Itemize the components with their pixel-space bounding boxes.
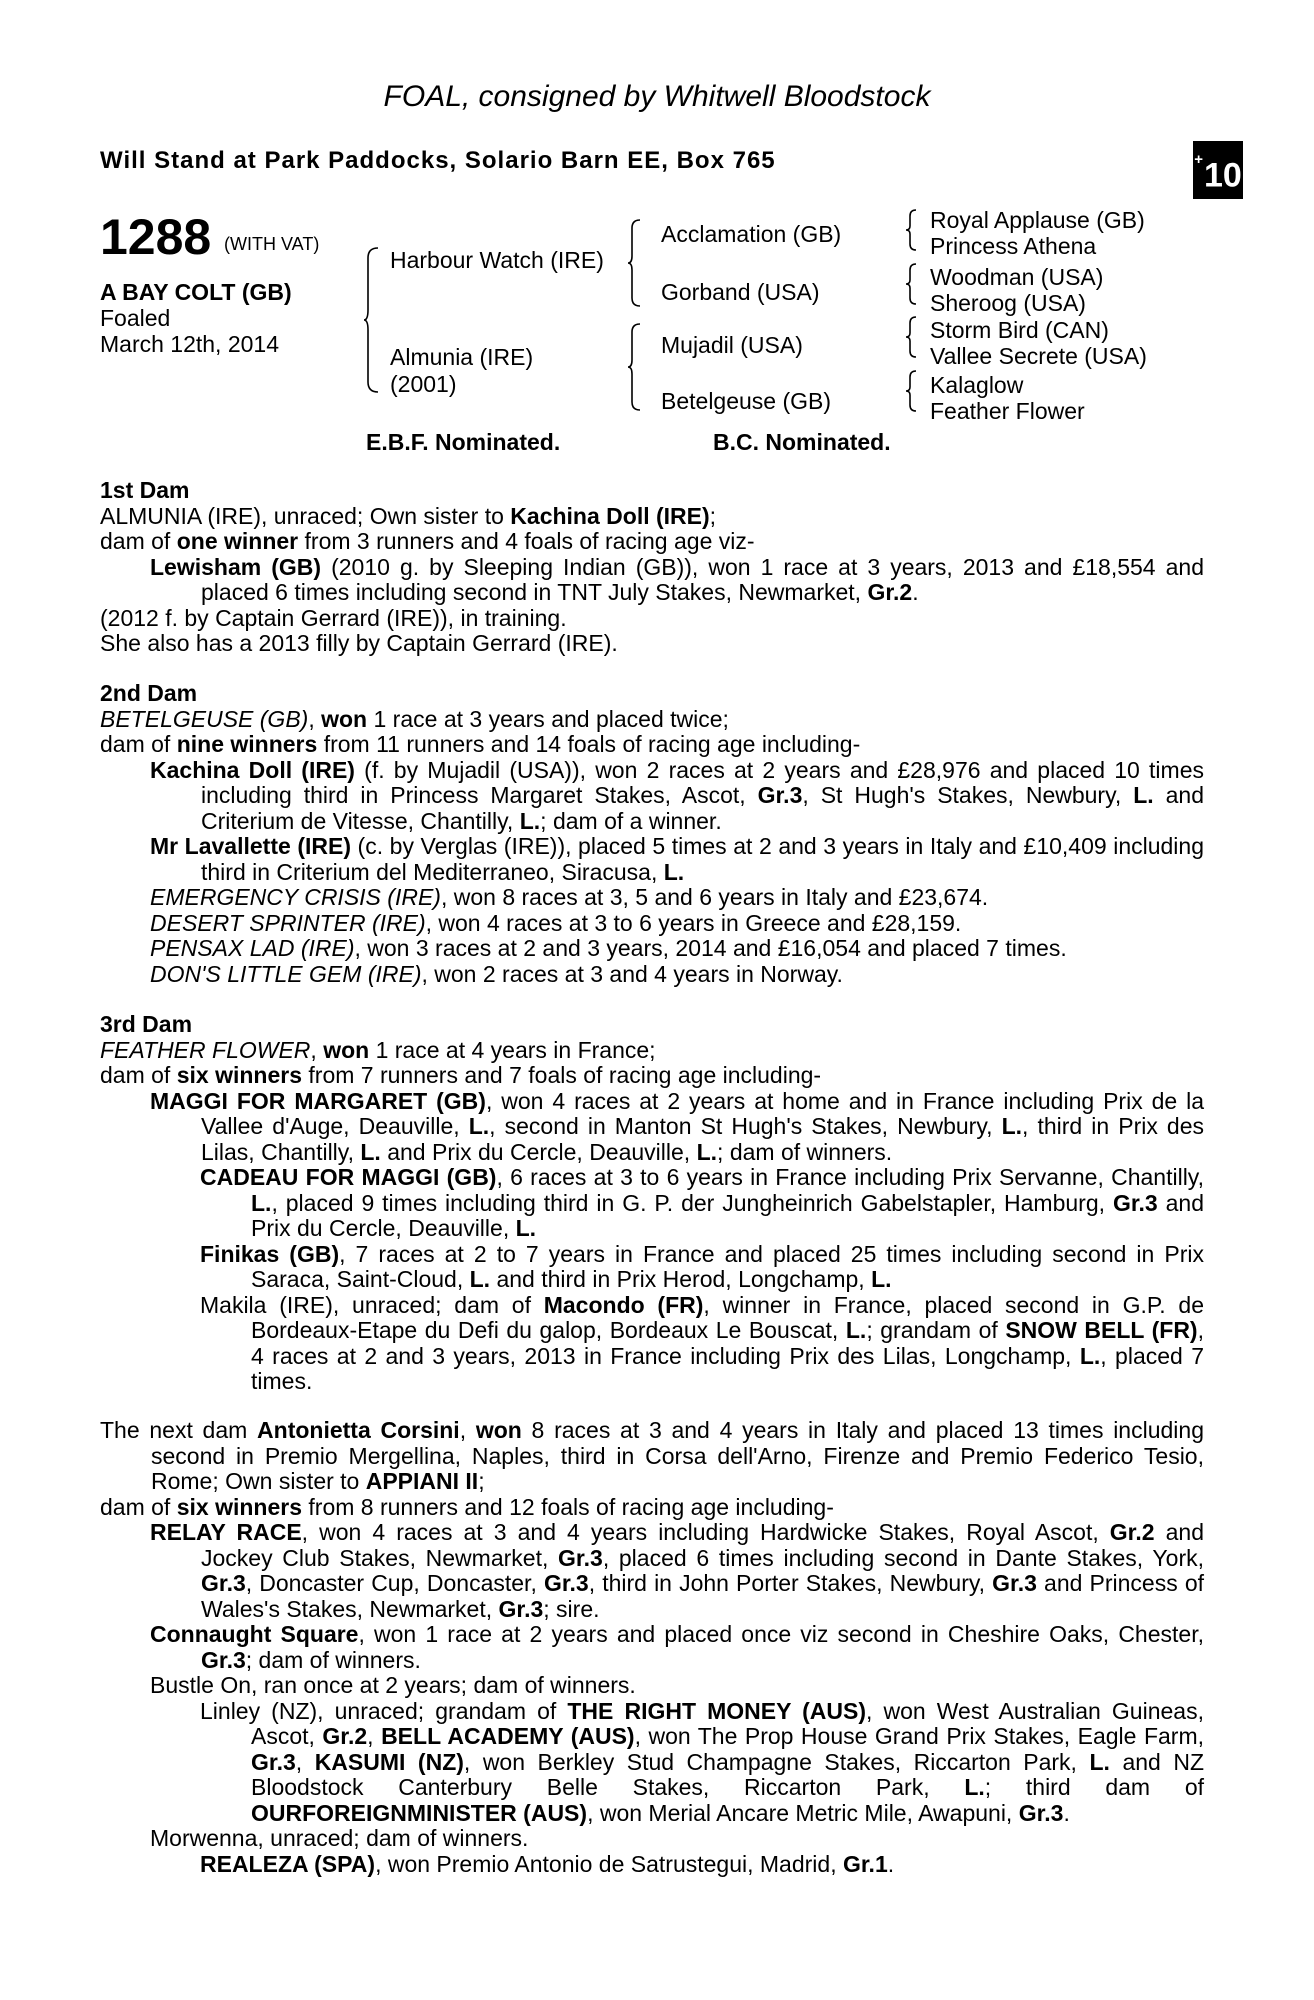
produce-emergency-crisis: EMERGENCY CRISIS (IRE), won 8 races at 3, 5 and 6 years in Italy and £23,674. xyxy=(150,884,989,910)
dam-sire: Mujadil (USA) xyxy=(661,332,803,358)
badge-number: 10 xyxy=(1203,156,1242,195)
produce-relay-race: RELAY RACE, won 4 races at 3 and 4 years including Hardwicke Stakes, Royal Ascot, Gr.2 and Jockey Club Stakes, Newmarket, Gr.3, placed 6 times including second in Dante Stakes, York, Gr.3, Doncaster Cup, Doncaster, Gr.3, third in John Porter Stakes, Newbury, Gr.3 and Princess of Wales's Stakes, Newmarket, Gr.3; sire. xyxy=(150,1519,1205,1622)
lot-number: 1288 xyxy=(100,209,212,265)
sire-sire: Acclamation (GB) xyxy=(661,221,842,247)
third-dam-line: FEATHER FLOWER, won 1 race at 4 years in France; xyxy=(100,1036,656,1063)
produce-pensax-lad: PENSAX LAD (IRE), won 3 races at 2 and 3 years, 2014 and £16,054 and placed 7 times. xyxy=(150,935,1067,961)
second-dam-heading: 2nd Dam xyxy=(100,680,198,706)
second-dam-produce-line: dam of nine winners from 11 runners and 14 foals of racing age including- xyxy=(100,731,861,757)
produce-morwenna: Morwenna, unraced; dam of winners. xyxy=(150,1825,529,1851)
produce-bustle-on: Bustle On, ran once at 2 years; dam of winners. xyxy=(150,1672,636,1698)
brace-g4 xyxy=(906,369,918,413)
ancestor-7: Kalaglow xyxy=(930,372,1024,398)
third-dam-section xyxy=(100,1012,1204,1395)
stand-location: Will Stand at Park Paddocks, Solario Barn EE, Box 765 xyxy=(100,147,776,174)
produce-finikas: Finikas (GB), 7 races at 2 to 7 years in France and placed 25 times including second in Prix Saraca, Saint-Cloud, L. and third in Prix Herod, Longchamp, L. xyxy=(200,1240,1204,1292)
first-dam-heading: 1st Dam xyxy=(100,477,190,503)
brace-sire-line xyxy=(628,218,642,308)
second-dam-section xyxy=(100,681,1204,987)
foaled-label: Foaled xyxy=(100,305,171,331)
page-title: FOAL, consigned by Whitwell Bloodstock xyxy=(383,80,931,113)
produce-linley: Linley (NZ), unraced; grandam of THE RIGHT MONEY (AUS), won West Australian Guineas, Ascot, Gr.2, BELL ACADEMY (AUS), won The Prop House Grand Prix Stakes, Eagle Farm, Gr.3, KASUMI (NZ), won Berkley Stud Champagne Stakes, Riccarton Park, L. and NZ Bloodstock Canterbury Belle Stakes, Riccarton Park, L.; third dam of OURFOREIGNMINISTER (AUS), won Merial Ancare Metric Mile, Awapuni, Gr.3. xyxy=(200,1697,1204,1826)
brace-dam-line xyxy=(628,322,642,412)
lot-description: A BAY COLT (GB) xyxy=(100,279,292,305)
produce-lewisham: Lewisham (GB) (2010 g. by Sleeping Indian (GB)), won 1 race at 3 years, 2013 and £18,554 and placed 6 times including second in TNT July Stakes, Newmarket, Gr.2. xyxy=(150,553,1204,605)
ancestor-6: Vallee Secrete (USA) xyxy=(930,343,1147,369)
brace-g2 xyxy=(906,262,918,306)
produce-realeza: REALEZA (SPA), won Premio Antonio de Satrustegui, Madrid, Gr.1. xyxy=(200,1850,895,1877)
produce-connaught-square: Connaught Square, won 1 race at 2 years and placed once viz second in Cheshire Oaks, Chester, Gr.3; dam of winners. xyxy=(150,1621,1204,1673)
produce-makila: Makila (IRE), unraced; dam of Macondo (FR), winner in France, placed second in G.P. de Bordeaux-Etape du Defi du galop, Bordeaux Le Bouscat, L.; grandam of SNOW BELL (FR), 4 races at 2 and 3 years, 2013 in France including Prix des Lilas, Longchamp, L., placed 7 times. xyxy=(200,1291,1204,1394)
foaled-info xyxy=(100,305,340,357)
second-dam-line: BETELGEUSE (GB), won 1 race at 3 years and placed twice; xyxy=(100,705,729,732)
first-dam-section xyxy=(100,478,1204,657)
first-dam-line: ALMUNIA (IRE), unraced; Own sister to Kachina Doll (IRE); xyxy=(100,502,717,529)
lot-vat: (WITH VAT) xyxy=(224,234,320,254)
brace-sire-dam xyxy=(364,246,380,394)
ancestor-2: Princess Athena xyxy=(930,233,1097,259)
sire-dam: Gorband (USA) xyxy=(661,279,820,305)
dam-name: Almunia (IRE) xyxy=(390,344,534,370)
produce-desert-sprinter: DESERT SPRINTER (IRE), won 4 races at 3 to 6 years in Greece and £28,159. xyxy=(150,909,962,936)
dam-dam: Betelgeuse (GB) xyxy=(661,388,832,414)
next-dam-section xyxy=(100,1418,1204,1877)
bc-nominated: B.C. Nominated. xyxy=(713,429,891,455)
ancestor-5: Storm Bird (CAN) xyxy=(930,317,1109,343)
produce-cadeau-for-maggi: CADEAU FOR MAGGI (GB), 6 races at 3 to 6 years in France including Prix Servanne, Chantilly, L., placed 9 times including third in G. P. der Jungheinrich Gabelstapler, Hamburg, Gr.3 and Prix du Cercle, Deauville, L. xyxy=(200,1164,1204,1241)
produce-mr-lavallette: Mr Lavallette (IRE) (c. by Verglas (IRE)), placed 5 times at 2 and 3 years in Italy and £10,409 including third in Criterium del Mediterraneo, Siracusa, L. xyxy=(150,833,1205,885)
dam-year: (2001) xyxy=(390,371,457,397)
badge-mark: + xyxy=(1194,151,1203,168)
ancestor-4: Sheroog (USA) xyxy=(930,290,1086,316)
third-dam-produce-line: dam of six winners from 7 runners and 7 foals of racing age including- xyxy=(100,1062,822,1088)
ebf-nominated: E.B.F. Nominated. xyxy=(366,429,561,455)
first-dam-produce-line: dam of one winner from 3 runners and 4 foals of racing age viz- xyxy=(100,528,755,554)
sire-name: Harbour Watch (IRE) xyxy=(390,247,604,273)
brace-g1 xyxy=(906,208,918,252)
produce-2013-filly: She also has a 2013 filly by Captain Gerrard (IRE). xyxy=(100,630,618,656)
ancestor-8: Feather Flower xyxy=(930,398,1085,424)
third-dam-heading: 3rd Dam xyxy=(100,1011,193,1037)
ancestor-3: Woodman (USA) xyxy=(930,264,1104,290)
foaled-date: March 12th, 2014 xyxy=(100,331,280,357)
brace-g3 xyxy=(906,315,918,359)
lot-badge xyxy=(1193,141,1243,199)
next-dam-line: The next dam Antonietta Corsini, won 8 races at 3 and 4 years in Italy and placed 13 times including second in Premio Mergellina, Naples, third in Corsa dell'Arno, Firenze and Premio Federico Tesio, Rome; Own sister to APPIANI II; xyxy=(100,1417,1204,1494)
next-dam-produce-line: dam of six winners from 8 runners and 12 foals of racing age including- xyxy=(100,1493,834,1520)
produce-maggi-for-margaret: MAGGI FOR MARGARET (GB), won 4 races at 2 years at home and in France including Prix de la Vallee d'Auge, Deauville, L., second in Manton St Hugh's Stakes, Newbury, L., third in Prix des Lilas, Chantilly, L. and Prix du Cercle, Deauville, L.; dam of winners. xyxy=(150,1087,1205,1165)
produce-kachina-doll: Kachina Doll (IRE) (f. by Mujadil (USA)), won 2 races at 2 years and £28,976 and placed 10 times including third in Princess Margaret Stakes, Ascot, Gr.3, St Hugh's Stakes, Newbury, L. and Criterium de Vitesse, Chantilly, L.; dam of a winner. xyxy=(150,756,1205,834)
ancestor-1: Royal Applause (GB) xyxy=(930,207,1145,233)
produce-dons-little-gem: DON'S LITTLE GEM (IRE), won 2 races at 3 and 4 years in Norway. xyxy=(150,960,843,987)
produce-2012-filly: (2012 f. by Captain Gerrard (IRE)), in training. xyxy=(100,604,567,631)
